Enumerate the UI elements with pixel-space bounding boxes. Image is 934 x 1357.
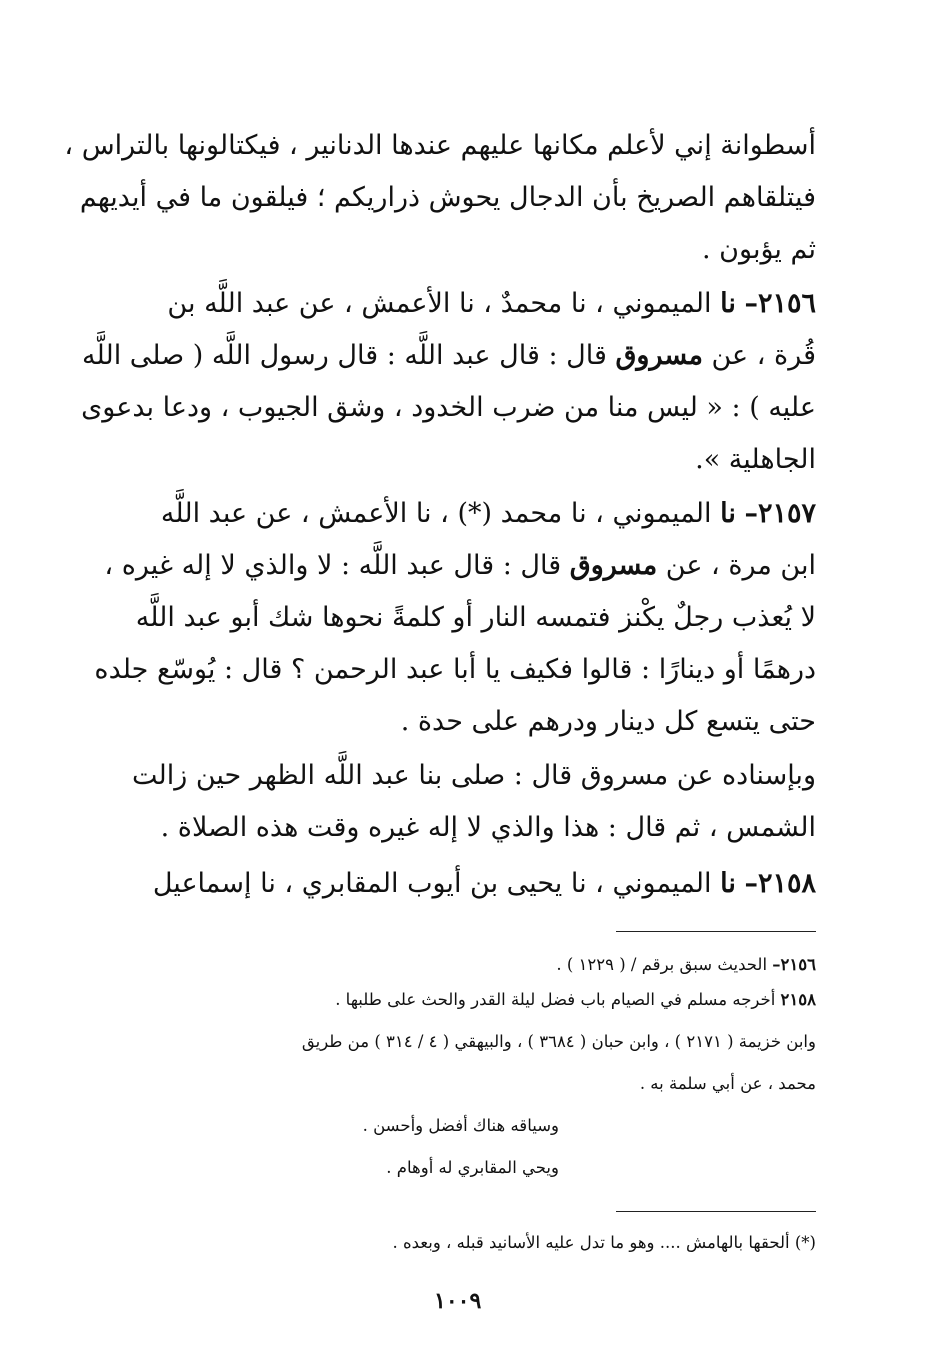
footnote-line: وسياقه هناك أفضل وأحسن . [362,1116,559,1135]
footnote-2156 [556,957,816,974]
isnad-line: الشمس ، ثم قال : هذا والذي لا إله غيره وقت هذه الصلاة . [160,812,816,843]
footnote-number: ٢١٥٨ [780,990,816,1009]
hadith-2158-line [153,870,816,897]
hadith-2156-line [167,290,816,317]
footnote-separator [616,931,816,932]
main-text-line: أسطوانة إني لأعلم مكانها عليهم عندها الدنانير ، فيكتالونها بالتراس ، [64,130,816,161]
hadith-text: ابن مرة ، عن [657,550,816,581]
hadith-2156-line [82,342,816,369]
hadith-text: الميموني ، نا محمد (*) ، نا الأعمش ، عن عبد اللَّه [160,498,712,529]
footnote-text: الحديث سبق برقم / ( ١٢٢٩ ) . [556,955,768,974]
page-number: ١٠٠٩ [434,1288,482,1314]
hadith-text: قال : قال عبد اللَّه : قال رسول اللَّه ( صلى اللَّه [82,340,607,371]
isnad-line: وبإسناده عن مسروق قال : صلى بنا عبد اللَّه الظهر حين زالت [131,760,816,791]
editor-note: (*) ألحقها بالهامش .... وهو ما تدل عليه الأسانيد قبله ، وبعده . [392,1233,816,1252]
hadith-number-2157: ٢١٥٧– [744,498,816,529]
hadith-text: الميموني ، نا يحيى بن أيوب المقابري ، نا إسماعيل [152,868,712,899]
hadith-2156-line: الجاهلية ». [695,444,816,475]
hadith-number-2158: ٢١٥٨– [744,868,816,899]
hadith-2157-line: لا يُعذب رجلٌ يكْنز فتمسه النار أو كلمةً نحوها شك أبو عبد اللَّه [135,602,816,633]
narrator-name: مسروق [615,340,703,371]
footnote-line: ويحي المقابري له أوهام . [386,1158,559,1177]
footnote-line: وابن خزيمة ( ٢١٧١ ) ، وابن حبان ( ٣٦٨٤ ) ، والبيهقي ( ٤ / ٣١٤ ) من طريق [301,1032,816,1051]
main-text-line: فيتلقاهم الصريخ بأن الدجال يحوش ذراريكم ؛ فيلقون ما في أيديهم [79,182,816,213]
footnote-line: محمد ، عن أبي سلمة به . [639,1074,816,1093]
editor-note-separator [616,1211,816,1212]
hadith-2157-line [104,552,816,579]
footnote-text: أخرجه مسلم في الصيام باب فضل ليلة القدر والحث على طلبها . [335,990,776,1009]
hadith-2157-line: درهمًا أو دينارًا : قالوا فكيف يا أبا عبد الرحمن ؟ قال : يُوسّع جلده [94,654,816,685]
hadith-2157-line [161,500,816,527]
narration-marker: نا [720,288,736,319]
hadith-number-2156: ٢١٥٦– [744,288,816,319]
narration-marker: نا [720,498,736,529]
hadith-2157-line: حتى يتسع كل دينار ودرهم على حدة . [400,706,816,737]
hadith-text: قال : قال عبد اللَّه : لا والذي لا إله غيره ، [104,550,562,581]
main-text-line: ثم يؤبون . [702,234,816,265]
narrator-name: مسروق [569,550,658,581]
hadith-text: الميموني ، نا محمدٌ ، نا الأعمش ، عن عبد اللَّه بن [167,288,712,319]
narration-marker: نا [720,868,736,899]
footnote-2158 [335,992,816,1009]
hadith-2156-line: عليه ) : « ليس منا من ضرب الخدود ، وشق الجيوب ، ودعا بدعوى [81,392,816,423]
hadith-text: قُرة ، عن [702,340,816,371]
footnote-number: ٢١٥٦– [772,955,816,974]
